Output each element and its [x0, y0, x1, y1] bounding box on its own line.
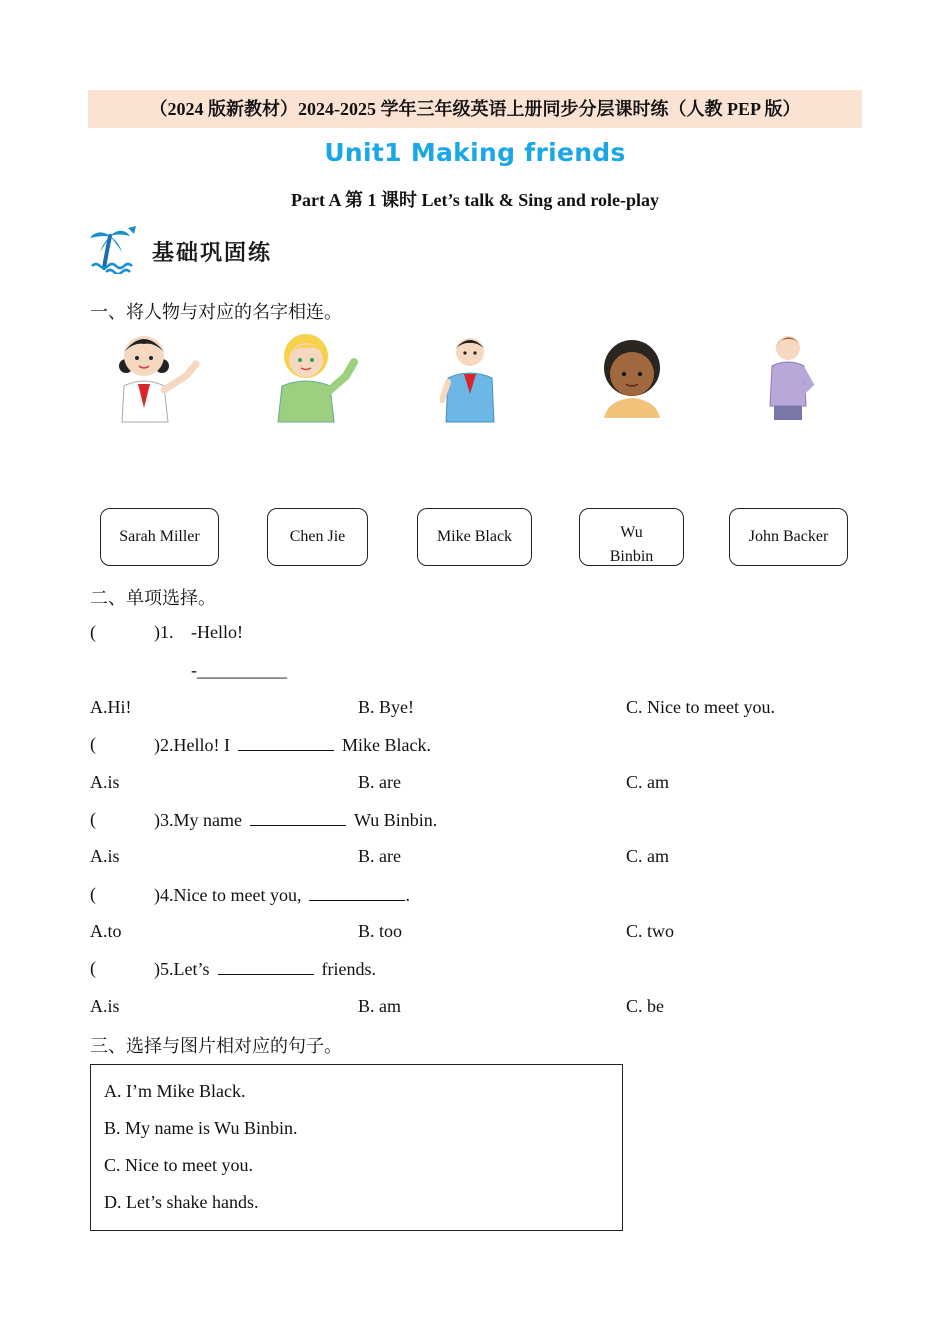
- answer-blank[interactable]: [218, 958, 314, 975]
- option-a[interactable]: A.is: [90, 996, 120, 1016]
- choice-a: A. I’m Mike Black.: [104, 1081, 246, 1101]
- option-b[interactable]: B. am: [358, 996, 401, 1016]
- name-label: Chen Jie: [289, 528, 346, 545]
- option-a[interactable]: A.is: [90, 772, 120, 792]
- question-text: [154, 958, 376, 980]
- answer-paren[interactable]: (: [90, 884, 96, 904]
- lesson-subtitle: Part A 第 1 课时 Let’s talk & Sing and role-play: [290, 190, 659, 210]
- question-after: friends.: [321, 959, 376, 979]
- option-c[interactable]: C. am: [626, 772, 669, 792]
- name-box-sarah-miller[interactable]: [100, 508, 219, 566]
- question-text: -Hello!: [191, 622, 243, 642]
- name-label: Sarah Miller: [119, 528, 200, 545]
- answer-paren[interactable]: (: [90, 622, 96, 642]
- name-box-john-backer[interactable]: [729, 508, 848, 566]
- section-label: 基础巩固练: [152, 241, 273, 266]
- question-reply-blank: -__________: [191, 660, 287, 680]
- answer-paren[interactable]: (: [90, 958, 96, 978]
- girl-blonde-illustration: [270, 328, 362, 424]
- question-before: )2.Hello! I: [154, 735, 230, 755]
- option-a[interactable]: A.Hi!: [90, 697, 132, 717]
- boy-dark-hair-illustration: [600, 336, 664, 418]
- boy-purple-sweater-illustration: [764, 330, 816, 422]
- answer-paren[interactable]: (: [90, 809, 96, 829]
- question-before: )3.My name: [154, 810, 242, 830]
- answer-blank[interactable]: [250, 809, 346, 826]
- choice-d: D. Let’s shake hands.: [104, 1192, 259, 1212]
- name-label: Wu Binbin: [609, 524, 654, 565]
- option-a[interactable]: A.to: [90, 921, 122, 941]
- option-c[interactable]: C. Nice to meet you.: [626, 697, 775, 717]
- unit-title: Unit1 Making friends: [324, 138, 626, 167]
- question-text: [154, 734, 431, 756]
- answer-paren[interactable]: (: [90, 734, 96, 754]
- option-c[interactable]: C. be: [626, 996, 664, 1016]
- question-after: Wu Binbin.: [353, 810, 438, 830]
- header-banner: （2024 版新教材）2024-2025 学年三年级英语上册同步分层课时练（人教 PEP 版）: [88, 90, 862, 128]
- sentence-choice-box: [90, 1064, 623, 1231]
- question-before: )5.Let’s: [154, 959, 210, 979]
- option-b[interactable]: B. are: [358, 772, 401, 792]
- name-box-mike-black[interactable]: [417, 508, 532, 566]
- part3-heading: 三、选择与图片相对应的句子。: [90, 1036, 342, 1057]
- question-text: [154, 884, 410, 906]
- option-c[interactable]: C. two: [626, 921, 675, 941]
- name-box-wu-binbin[interactable]: [579, 508, 684, 566]
- question-text: [154, 809, 437, 831]
- choice-b: B. My name is Wu Binbin.: [104, 1118, 298, 1138]
- girl-ponytails-illustration: [112, 328, 204, 424]
- name-label: Mike Black: [436, 528, 513, 545]
- option-a[interactable]: A.is: [90, 846, 120, 866]
- option-b[interactable]: B. too: [358, 921, 403, 941]
- answer-blank[interactable]: [238, 734, 334, 751]
- question-after: Mike Black.: [341, 735, 431, 755]
- option-b[interactable]: B. Bye!: [358, 697, 414, 717]
- choice-c: C. Nice to meet you.: [104, 1155, 253, 1175]
- palm-tree-icon: [88, 222, 140, 274]
- part1-heading: 一、将人物与对应的名字相连。: [90, 302, 342, 323]
- boy-scarf-illustration: [440, 330, 500, 424]
- part2-heading: 二、单项选择。: [90, 588, 216, 609]
- name-box-chen-jie[interactable]: [267, 508, 368, 566]
- name-label: John Backer: [748, 528, 829, 545]
- option-c[interactable]: C. am: [626, 846, 669, 866]
- option-b[interactable]: B. are: [358, 846, 401, 866]
- question-after: .: [405, 885, 410, 905]
- answer-blank[interactable]: [309, 884, 405, 901]
- question-number: )1.: [154, 622, 174, 642]
- question-before: )4.Nice to meet you,: [154, 885, 302, 905]
